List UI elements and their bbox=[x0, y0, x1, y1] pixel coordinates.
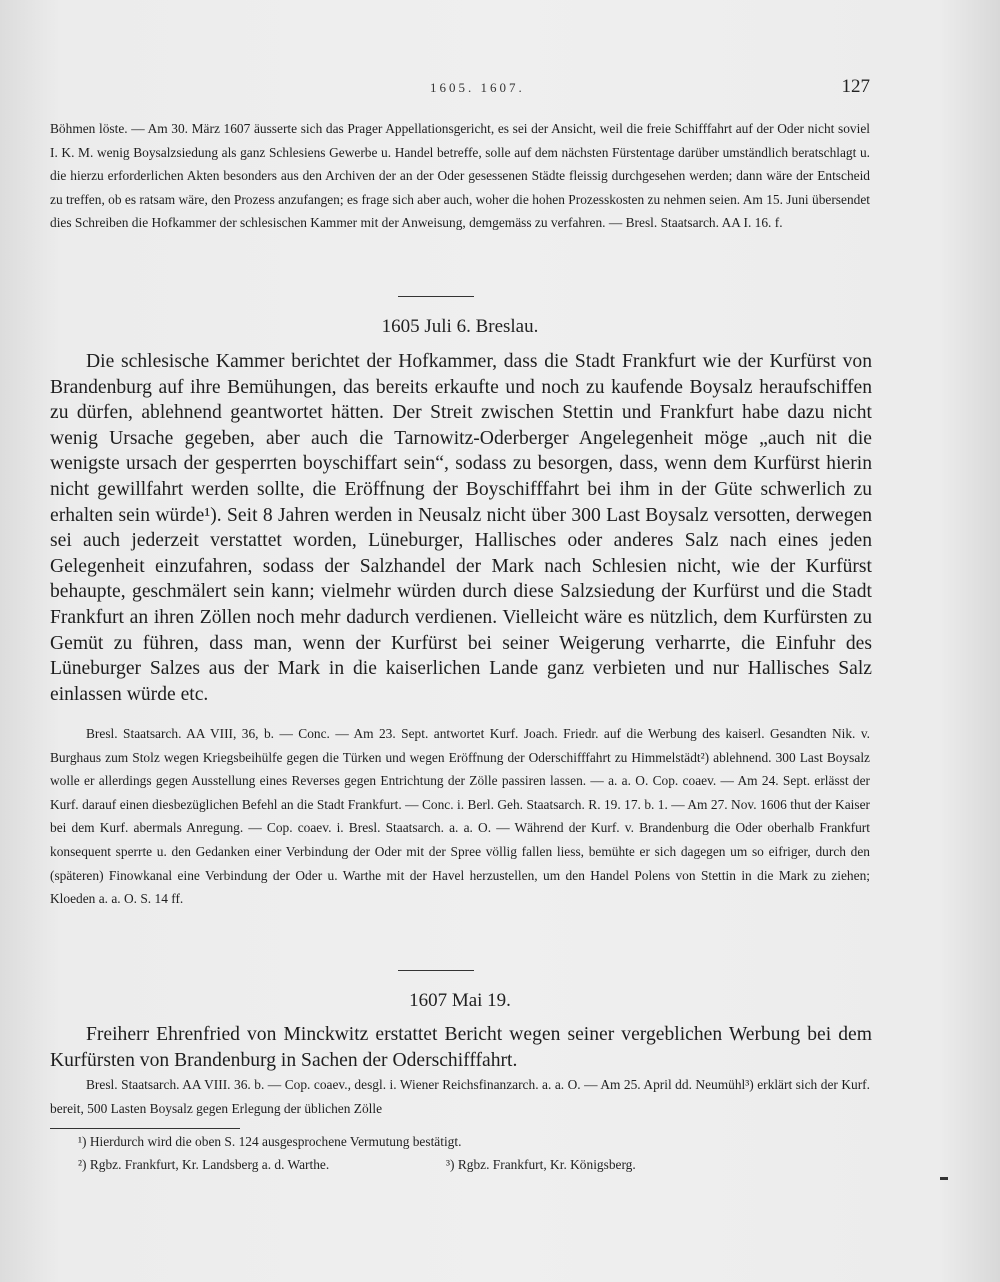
footnote-divider bbox=[50, 1128, 240, 1129]
footnote-1: ¹) Hierdurch wird die oben S. 124 ausgesprochene Vermutung bestätigt. bbox=[78, 1134, 462, 1149]
section-divider bbox=[398, 296, 474, 297]
section-1-heading: 1605 Juli 6. Breslau. bbox=[381, 316, 539, 337]
running-head: 1605. 1607. bbox=[430, 80, 525, 95]
margin-mark bbox=[940, 1177, 948, 1180]
section-2-heading: 1607 Mai 19. bbox=[409, 990, 511, 1011]
section-1-notes: Bresl. Staatsarch. AA VIII, 36, b. — Conc. — Am 23. Sept. antwortet Kurf. Joach. Friedr. auf die Werbung des kaiserl. Gesandten Nik. v. Burghaus zum Stolz wegen Kriegsbeihülfe gegen die Türken und wegen Eröffnung der Oderschifffahrt zu Himmelstädt²) ablehnend. 300 Last Boysalz wolle er allerdings gegen Ausstellung eines Reverses gegen Entrichtung der Zölle passiren lassen. — a. a. O. Cop. coaev. — Am 24. Sept. erlässt der Kurf. darauf einen diesbezüglichen Befehl an die Stadt Frankfurt. — Conc. i. Berl. Geh. Staatsarch. R. 19. 17. b. 1. — Am 27. Nov. 1606 thut der Kaiser bei dem Kurf. abermals Anregung. — Cop. coaev. i. Bresl. Staatsarch. a. a. O. — Während der Kurf. v. Brandenburg die Oder oberhalb Frankfurt konsequent sperrte u. den Gedanken einer Verbindung der Oder mit der Spree völlig fallen liess, bemühte er sich dagegen um so eifriger, durch den (späteren) Finowkanal eine Verbindung der Oder u. Warthe mit der Havel herzustellen, um den Handel Polens von Stettin in die Mark zu ziehen; Kloeden a. a. O. S. 14 ff. bbox=[50, 726, 870, 907]
page-number: 127 bbox=[841, 76, 870, 97]
section-2-notes: Bresl. Staatsarch. AA VIII. 36. b. — Cop. coaev., desgl. i. Wiener Reichsfinanzarch. a. a. O. — Am 25. April dd. Neumühl³) erklärt sich der Kurf. bereit, 500 Lasten Boysalz gegen Erlegung der üblichen Zölle bbox=[50, 1077, 870, 1116]
section-2-body: Freiherr Ehrenfried von Minckwitz erstattet Bericht wegen seiner vergeblichen Werbung bei dem Kurfürsten von Brandenburg in Sachen der Oderschifffahrt. bbox=[50, 1024, 872, 1071]
section-1-body: Die schlesische Kammer berichtet der Hofkammer, dass die Stadt Frankfurt wie der Kurfürst von Brandenburg auf ihre Bemühungen, das bereits erkaufte und noch zu kaufende Boysalz heraufschiffen zu dürfen, ablehnend geantwortet hätten. Der Streit zwischen Stettin und Frankfurt habe dazu nicht wenig Ursache gegeben, aber auch die Tarnowitz-Oderberger Angelegenheit möge „auch nit die wenigste ursach der gesperrten boyschiffart sein“, sodass zu besorgen, dass, wenn dem Kurfürst hierin nicht gewillfahrt werden sollte, die Eröffnung der Boyschifffahrt bei ihm in der Güte schwerlich zu erhalten sein würde¹). Seit 8 Jahren werden in Neusalz nicht über 300 Last Boysalz versotten, derwegen sei auch jederzeit verstattet worden, Lüneburger, Hallisches oder anderes Salz nach eines jeden Gelegenheit einzufahren, sodass der Salzhandel der Mark nach Schlesien nicht, wie der Kurfürst behaupte, geschmälert sein kann; vielmehr würden durch diese Salzsiedung der Kurfürst und die Stadt Frankfurt an ihren Zöllen noch mehr dadurch verdienen. Vielleicht wäre es nützlich, dem Kurfürsten zu Gemüt zu führen, dass man, wenn der Kurfürst bei seiner Weigerung verharrte, die Einfuhr des Lüneburger Salzes aus der Mark in die kaiserlichen Lande ganz verbieten und nur Hallisches Salz einlassen würde etc. bbox=[50, 351, 872, 705]
section-divider bbox=[398, 970, 474, 971]
intro-paragraph: Böhmen löste. — Am 30. März 1607 äusserte sich das Prager Appellationsgericht, es sei der Ansicht, weil die freie Schifffahrt auf der Oder nicht soviel I. K. M. wenig Boysalzsiedung als ganz Schlesiens Gewerbe u. Handel betreffe, solle auf dem nächsten Fürstentage darüber umständlich beratschlagt u. die hierzu erforderlichen Akten besonders aus den Archiven der an der Oder gesessenen Städte fleissig durchgesehen werden; dann wäre der Entscheid zu treffen, ob es ratsam wäre, den Prozess anzufangen; es frage sich aber auch, woher die hohen Prozesskosten zu nehmen seien. Am 15. Juni übersendet dies Schreiben die Hofkammer der schlesischen Kammer mit der Anweisung, demgemäss zu verfahren. — Bresl. Staatsarch. AA I. 16. f. bbox=[50, 121, 870, 231]
footnote-3: ³) Rgbz. Frankfurt, Kr. Königsberg. bbox=[446, 1157, 636, 1172]
footnote-2: ²) Rgbz. Frankfurt, Kr. Landsberg a. d. Warthe. bbox=[78, 1157, 330, 1172]
